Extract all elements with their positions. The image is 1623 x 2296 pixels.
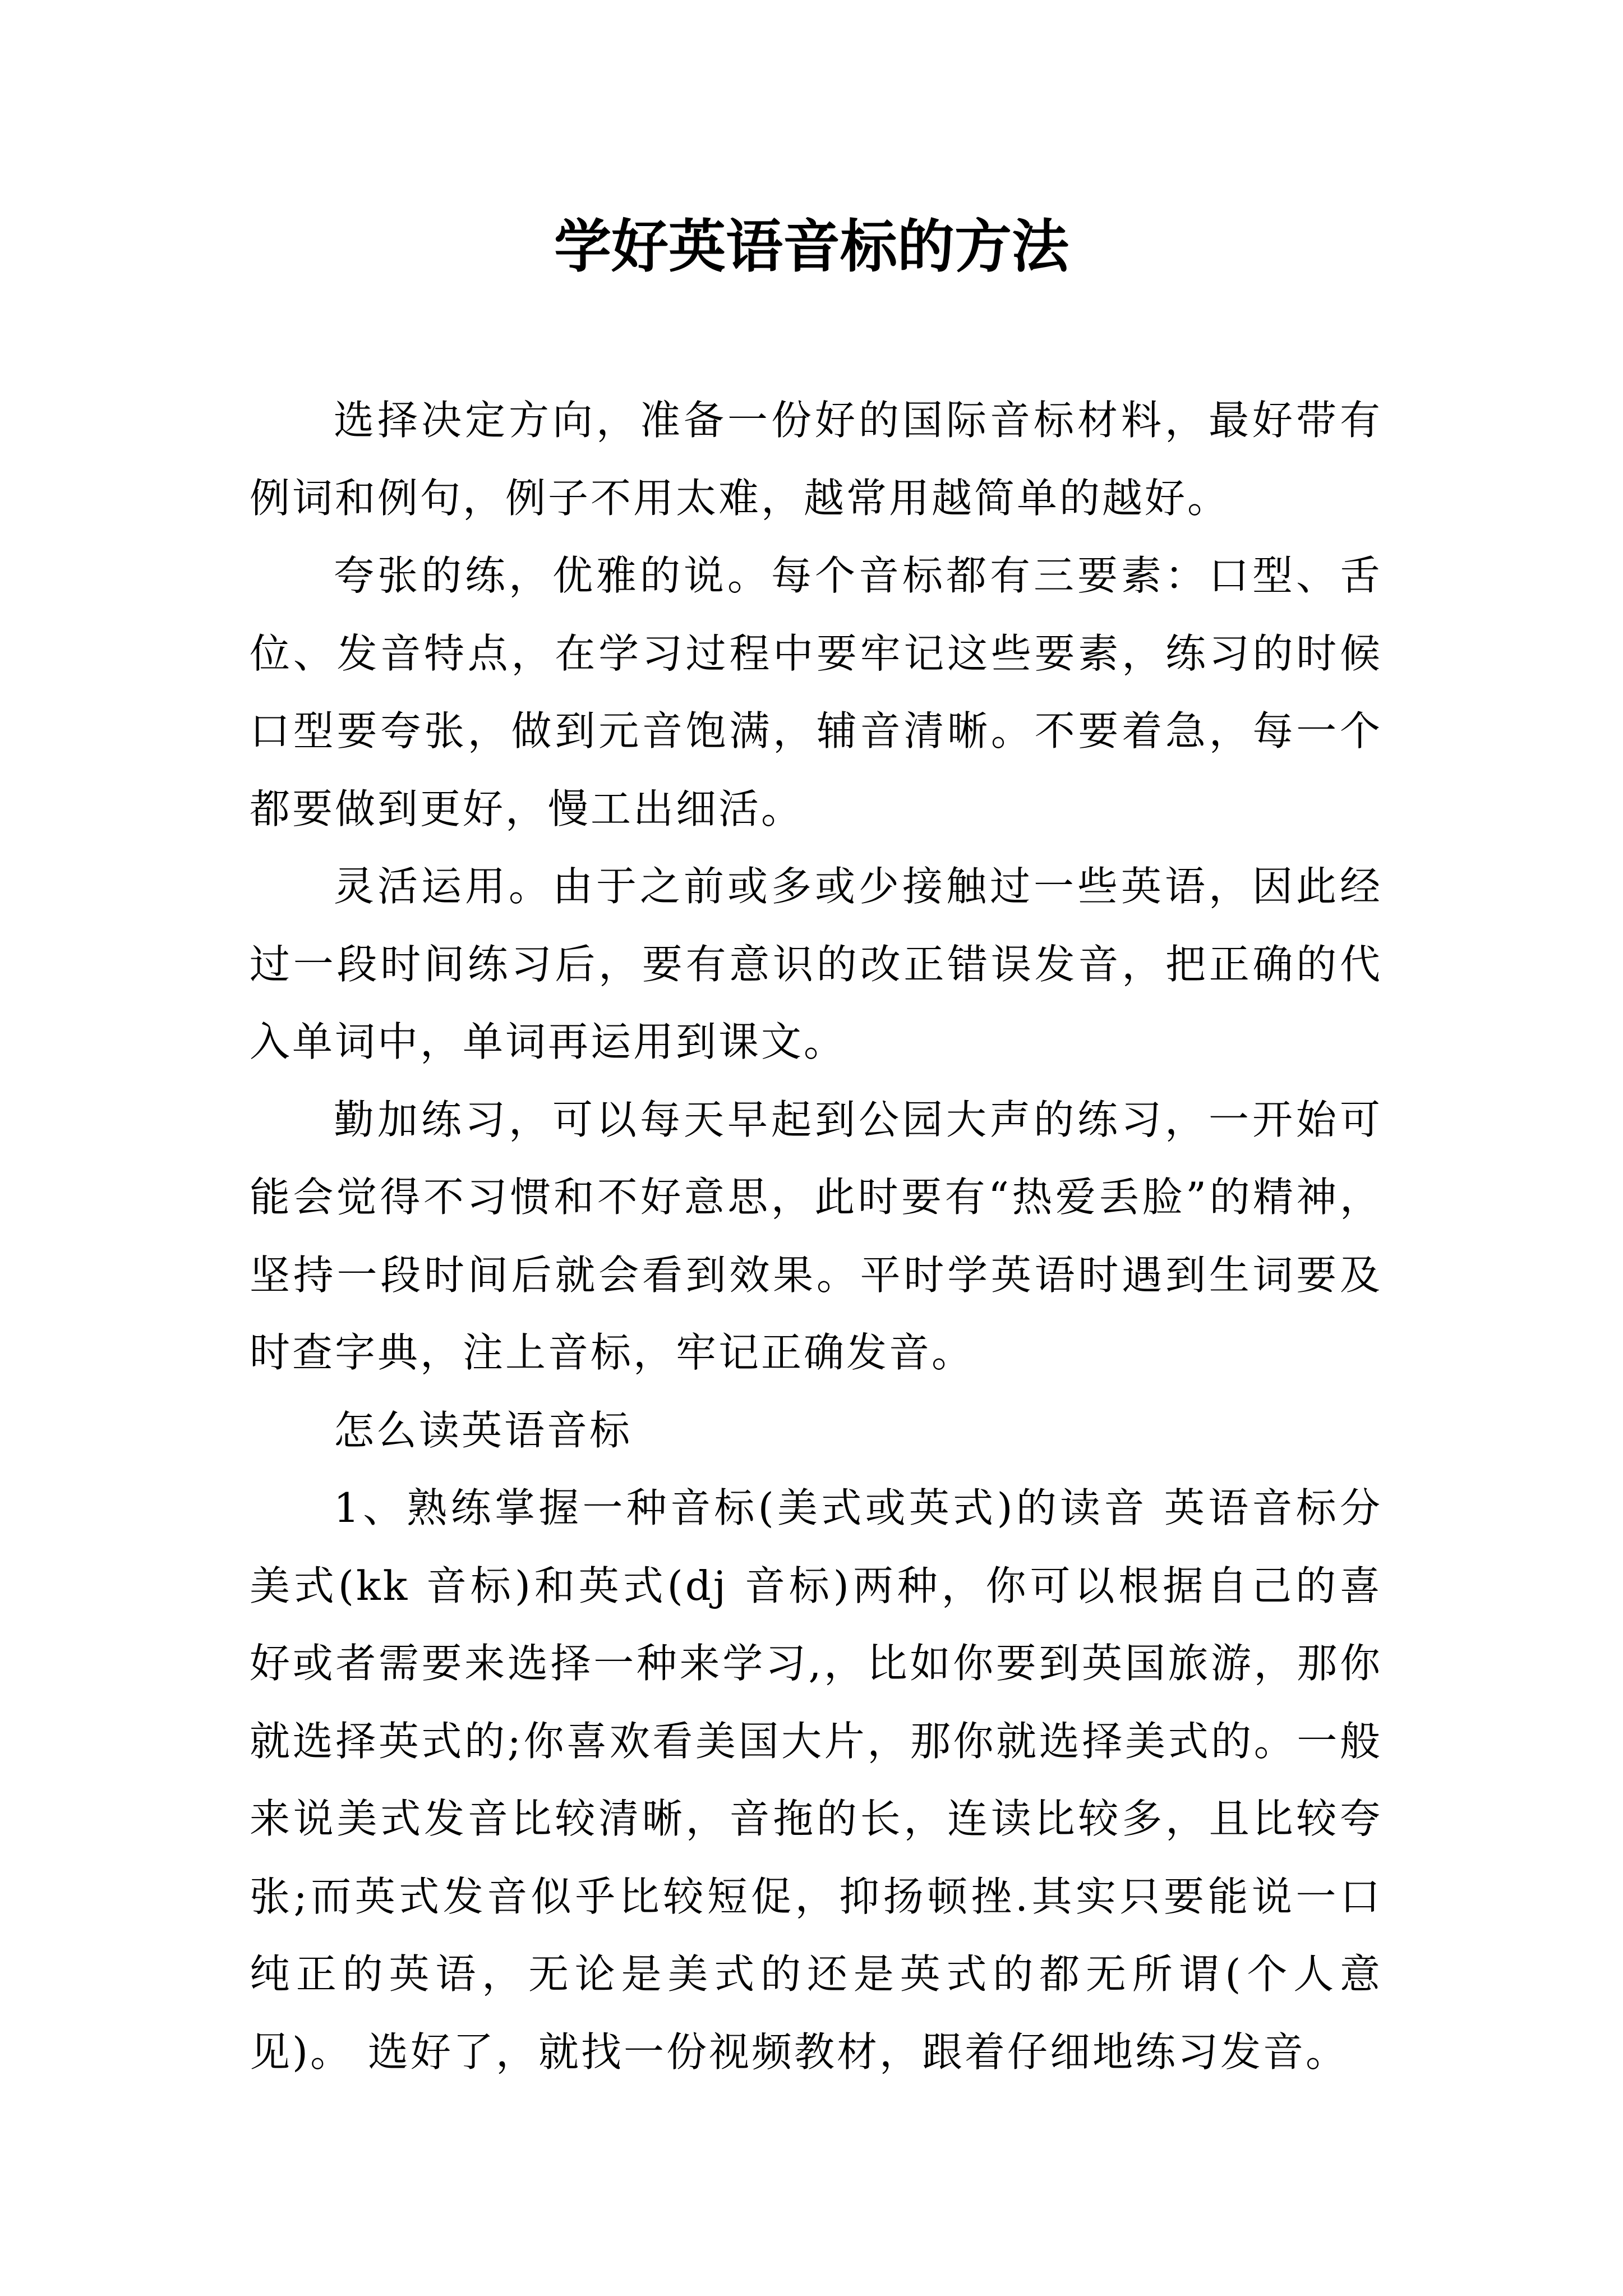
paragraph-diligent-practice: 勤加练习，可以每天早起到公园大声的练习，一开始可能会觉得不习惯和不好意思，此时要有“热爱丢脸”的精神，坚持一段时间后就会看到效果。平时学英语时遇到生词要及时查字典，注上音标，牢记正确发音。 — [250, 1096, 1382, 1376]
document-body — [250, 381, 1382, 2091]
paragraph-master-one-system: 1、熟练掌握一种音标(美式或英式)的读音 英语音标分美式(kk 音标)和英式(dj 音标)两种，你可以根据自己的喜好或者需要来选择一种来学习,，比如你要到英国旅游，那你就选择英式的;你喜欢看美国大片，那你就选择美式的。一般来说美式发音比较清晰，音拖的长，连读比较多，且比较夸张;而英式发音似乎比较短促，抑扬顿挫.其实只要能说一口纯正的英语，无论是美式的还是英式的都无所谓(个人意见)。 选好了，就找一份视频教材，跟着仔细地练习发音。 — [250, 1484, 1382, 2076]
paragraph-choose-direction: 选择决定方向，准备一份好的国际音标材料，最好带有例词和例句，例子不用太难，越常用越简单的越好。 — [250, 397, 1382, 522]
page-title: 学好英语音标的方法 — [554, 213, 1069, 280]
paragraph-exaggerated-practice: 夸张的练，优雅的说。每个音标都有三要素：口型、舌位、发音特点，在学习过程中要牢记这些要素，练习的时候口型要夸张，做到元音饱满，辅音清晰。不要着急，每一个都要做到更好，慢工出细活。 — [250, 552, 1382, 832]
paragraph-flexible-use: 灵活运用。由于之前或多或少接触过一些英语，因此经过一段时间练习后，要有意识的改正错误发音，把正确的代入单词中，单词再运用到课文。 — [250, 863, 1382, 1065]
section-heading: 怎么读英语音标 — [334, 1406, 633, 1454]
